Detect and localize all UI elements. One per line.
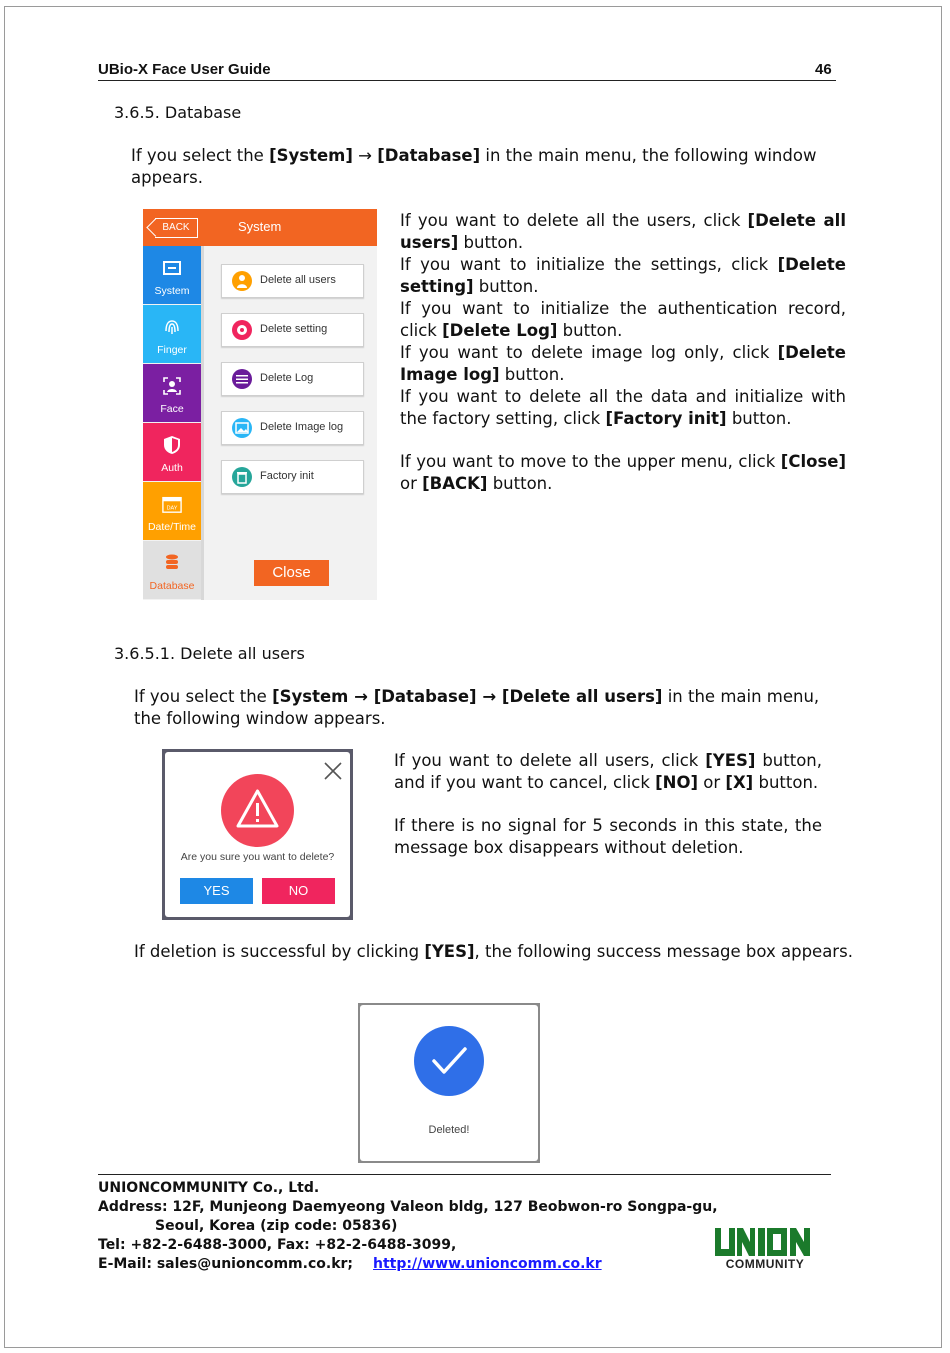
text-run: If you select the: [134, 687, 273, 706]
button-label: Delete all users: [260, 274, 336, 286]
bold-text: [YES]: [424, 942, 475, 961]
face-icon: [162, 376, 182, 396]
footer-address-line2: Seoul, Korea (zip code: 05836): [155, 1218, 398, 1234]
subsection-heading: 3.6.5.1. Delete all users: [114, 644, 305, 663]
back-button[interactable]: BACK: [155, 218, 198, 238]
check-icon: [414, 1026, 484, 1096]
bold-text: [BACK]: [422, 474, 488, 493]
text-run: If you select the: [131, 146, 270, 165]
instruction-line: [394, 750, 822, 794]
database-instructions: [400, 210, 846, 495]
footer-website-link[interactable]: [373, 1255, 602, 1274]
instruction-line: [394, 815, 822, 859]
logo-mark: [714, 1227, 816, 1257]
text-run: If you want to move to the upper menu, click: [400, 452, 781, 471]
footer-phone: Tel: +82-2-6488-3000, Fax: +82-2-6488-3099,: [98, 1237, 457, 1253]
system-icon: [162, 258, 182, 278]
delete-instructions: [394, 750, 822, 859]
bold-text: [System]: [269, 146, 353, 165]
bold-text: [Delete setting]: [400, 255, 846, 296]
sidebar-divider: [201, 246, 204, 600]
instruction-line: [400, 210, 846, 254]
text-run: If you want to delete all the data and initialize with the factory setting, click: [400, 387, 846, 428]
factory-init-button[interactable]: [221, 460, 364, 494]
instruction-line: [400, 451, 846, 495]
trash-icon: [232, 467, 252, 487]
bold-text: [Delete Log]: [442, 321, 558, 340]
title-bar: [143, 209, 377, 246]
calendar-icon: [162, 494, 182, 514]
text-run: If there is no signal for 5 seconds in this state, the message box disappears without deletion.: [394, 816, 822, 857]
text-run: button, and if you want to cancel, click: [394, 751, 822, 792]
bold-text: →: [476, 687, 502, 706]
sidebar-item-finger[interactable]: [143, 305, 201, 363]
text-run: If you want to delete all the users, click: [400, 211, 748, 230]
website-link[interactable]: http://www.unioncomm.co.kr: [373, 1256, 602, 1272]
text-run: button.: [473, 277, 539, 296]
footer-rule: [98, 1174, 831, 1175]
instruction-line: [400, 342, 846, 386]
confirm-dialog: [165, 752, 350, 917]
system-database-screenshot: [143, 209, 377, 600]
text-run: button.: [753, 773, 819, 792]
delete-setting-button[interactable]: [221, 313, 364, 347]
bold-text: →: [348, 687, 374, 706]
sidebar-item-system[interactable]: [143, 246, 201, 304]
text-run: , the following success message box appears.: [474, 942, 853, 961]
bold-text: [Factory init]: [605, 409, 727, 428]
page-number: 46: [815, 61, 832, 78]
paragraph-gap: [394, 794, 822, 815]
database-icon: [162, 553, 182, 573]
bold-text: [Delete all users]: [400, 211, 846, 252]
paragraph-gap: [400, 430, 846, 451]
sidebar-label: Database: [149, 580, 195, 592]
section-heading: 3.6.5. Database: [114, 103, 242, 122]
list-icon: [232, 369, 252, 389]
header-rule: [98, 80, 836, 81]
delete-image-log-button[interactable]: [221, 411, 364, 445]
no-button[interactable]: NO: [262, 878, 335, 904]
sidebar-item-auth[interactable]: [143, 423, 201, 481]
image-icon: [232, 418, 252, 438]
warning-icon: [221, 774, 294, 847]
success-dialog: [360, 1005, 538, 1161]
text-run: If you want to delete image log only, click: [400, 343, 778, 362]
footer-email: E-Mail: sales@unioncomm.co.kr;: [98, 1256, 354, 1272]
instruction-line: [400, 298, 846, 342]
union-community-logo: [714, 1227, 816, 1271]
text-run: button.: [557, 321, 623, 340]
text-run: button.: [458, 233, 524, 252]
bold-text: [Delete Image log]: [400, 343, 846, 384]
fingerprint-icon: [162, 317, 182, 337]
text-run: button.: [726, 409, 792, 428]
close-button[interactable]: Close: [254, 560, 329, 586]
button-label: Factory init: [260, 470, 314, 482]
sidebar-label: Finger: [157, 344, 187, 356]
text-run: or: [698, 773, 726, 792]
user-icon: [232, 271, 252, 291]
bold-text: [Database]: [377, 146, 481, 165]
text-run: in the main menu, the following window appears.: [131, 146, 817, 187]
logo-subtext: COMMUNITY: [725, 1257, 805, 1271]
footer-company: UNIONCOMMUNITY Co., Ltd.: [98, 1180, 320, 1196]
button-label: Delete Log: [260, 372, 314, 384]
success-intro: [134, 941, 854, 963]
section-intro: [131, 145, 821, 189]
bold-text: [Database]: [373, 687, 477, 706]
instruction-line: [400, 386, 846, 430]
document-title: UBio-X Face User Guide: [98, 61, 271, 78]
button-label: Delete setting: [260, 323, 328, 335]
sidebar-label: System: [154, 285, 190, 297]
delete-all-users-button[interactable]: [221, 264, 364, 298]
sidebar-label: Face: [160, 403, 184, 415]
success-message: Deleted!: [428, 1124, 470, 1136]
bold-text: [NO]: [655, 773, 699, 792]
text-run: If deletion is successful by clicking: [134, 942, 425, 961]
sidebar-item-database[interactable]: [143, 541, 201, 599]
close-icon[interactable]: [324, 762, 342, 780]
bold-text: [Close]: [780, 452, 846, 471]
text-run: If you want to initialize the settings, click: [400, 255, 778, 274]
confirm-dialog-screenshot: [162, 749, 353, 920]
text-run: →: [352, 146, 378, 165]
text-run: or: [400, 474, 423, 493]
sidebar-item-date-time[interactable]: [143, 482, 201, 540]
instruction-line: [400, 254, 846, 298]
button-label: Delete Image log: [260, 421, 344, 433]
confirm-question: Are you sure you want to delete?: [180, 851, 335, 863]
text-run: If you want to initialize the authentication record, click: [400, 299, 846, 340]
success-dialog-screenshot: [358, 1003, 540, 1163]
bold-text: [X]: [725, 773, 754, 792]
sidebar-label: Date/Time: [147, 521, 197, 533]
gear-icon: [232, 320, 252, 340]
sidebar-item-face[interactable]: [143, 364, 201, 422]
subsection-intro: [134, 686, 840, 730]
sidebar: [143, 246, 201, 600]
screen-title: System: [238, 219, 282, 234]
bold-text: [YES]: [705, 751, 756, 770]
text-run: button.: [499, 365, 565, 384]
svg-text:DAY: DAY: [166, 505, 178, 512]
text-run: If you want to delete all users, click: [394, 751, 706, 770]
shield-icon: [162, 435, 182, 455]
yes-button[interactable]: YES: [180, 878, 253, 904]
sidebar-label: Auth: [161, 462, 183, 474]
bold-text: [System: [272, 687, 349, 706]
text-run: in the main menu, the following window appears.: [134, 687, 820, 728]
text-run: button.: [487, 474, 553, 493]
footer-address-line1: Address: 12F, Munjeong Daemyeong Valeon bldg, 127 Beobwon-ro Songpa-gu,: [98, 1199, 718, 1215]
delete-log-button[interactable]: [221, 362, 364, 396]
bold-text: [Delete all users]: [501, 687, 663, 706]
